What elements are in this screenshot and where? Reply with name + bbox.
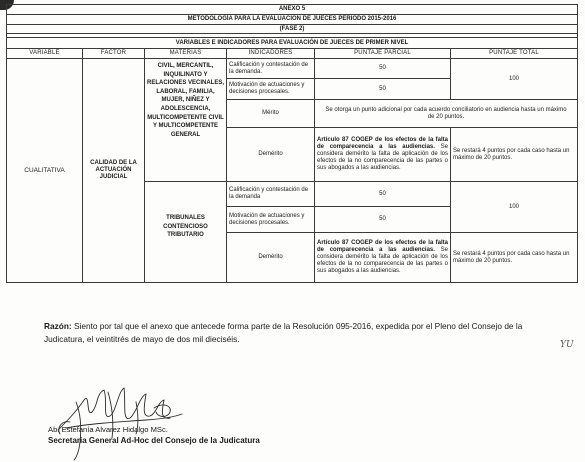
- handwritten-initials: YU: [560, 340, 574, 350]
- indicator-cell: Motivación de actuaciones y decisiones procesales.: [227, 207, 315, 233]
- razon-paragraph: [44, 320, 564, 345]
- signer-name: Ab. Estefanía Alvarez Hidalgo MSc.: [48, 425, 168, 434]
- handwritten-signature: [46, 372, 206, 462]
- partial-score-cell: 50: [315, 207, 451, 233]
- column-header-factor: FACTOR: [83, 49, 145, 59]
- column-header-materias: MATERIAS: [145, 49, 227, 59]
- partial-score-cell: 50: [315, 79, 451, 100]
- merit-indicator-cell: Mérito: [227, 100, 315, 128]
- materias-cell-2: TRIBUNALES CONTENCIOSO TRIBUTARIO: [145, 182, 227, 283]
- column-header-puntaje-total: PUNTAJE TOTAL: [451, 49, 578, 59]
- variable-cell: CUALITATIVA: [7, 59, 83, 283]
- demerit-penalty-cell: Se restará 4 puntos por cada caso hasta un máximo de 20 puntos.: [451, 128, 578, 182]
- column-header-puntaje-parcial: PUNTAJE PARCIAL: [315, 49, 451, 59]
- demerit-rule-title: Artículo 87 COGEP de los efectos de la falta de comparecencia a las audiencias.: [317, 137, 448, 150]
- indicator-cell: Calificación y contestación de la demanda: [227, 182, 315, 207]
- demerit-rule-cell: [315, 233, 451, 283]
- indicator-cell: Motivación de actuaciones y decisiones procesales.: [227, 79, 315, 100]
- razon-label: Razón:: [44, 321, 72, 331]
- merit-text-cell: Se otorga un punto adicional por cada acuerdo conciliatorio en audiencia hasta un máximo de 20 puntos.: [315, 100, 578, 128]
- demerit-indicator-cell: Demérito: [227, 233, 315, 283]
- indicator-cell: Calificación y contestación de la demanda.: [227, 59, 315, 79]
- annex-document: [6, 4, 577, 283]
- materias-cell-1: CIVIL, MERCANTIL, INQUILINATO Y RELACIONES VECINALES, LABORAL, FAMILIA, MUJER, NIÑEZ Y ADOLESCENCIA, MULTICOMPETENTE CIVIL Y MULTICOMPETENTE GENERAL: [145, 59, 227, 182]
- demerit-rule-text: Se considera demérito la falta de aplicación de los efectos de la no comparecencia de las partes o sus abogados a las audiencias.: [317, 247, 448, 274]
- document-title: METODOLOGÍA PARA LA EVALUACIÓN DE JUECES PERIODO 2015-2016: [7, 15, 578, 25]
- table-row: [7, 59, 578, 79]
- annex-label: ANEXO 5: [7, 5, 578, 15]
- evaluation-table: [6, 4, 578, 283]
- demerit-rule-cell: [315, 128, 451, 182]
- total-score-cell: 100: [451, 182, 578, 233]
- column-header-row: [7, 49, 578, 59]
- column-header-variable: VARIABLE: [7, 49, 83, 59]
- signer-block: [48, 424, 260, 446]
- demerit-rule-title: Artículo 87 COGEP de los efectos de la falta de comparecencia a las audiencias.: [317, 240, 448, 253]
- total-score-cell: 100: [451, 59, 578, 100]
- signer-role: Secretaria General Ad-Hoc del Consejo de la Judicatura: [48, 436, 260, 445]
- factor-cell: CALIDAD DE LA ACTUACIÓN JUDICIAL: [83, 59, 145, 283]
- partial-score-cell: 50: [315, 59, 451, 79]
- partial-score-cell: 50: [315, 182, 451, 207]
- demerit-rule-text: Se considera demérito la falta de aplicación de los efectos de la no comparecencia de las partes o sus abogados a las audiencias.: [317, 144, 448, 171]
- razon-text: Siento por tal que el anexo que antecede forma parte de la Resolución 095-2016, expedida por el Pleno del Consejo de la Judicatura, el veintitrés de mayo de dos mil dieciséis.: [44, 321, 523, 344]
- column-header-indicadores: INDICADORES: [227, 49, 315, 59]
- demerit-penalty-cell: Se restará 4 puntos por cada caso hasta un máximo de 20 puntos.: [451, 233, 578, 283]
- demerit-indicator-cell: Demérito: [227, 128, 315, 182]
- table-subtitle: VARIABLES E INDICADORES PARA EVALUACIÓN DE JUECES DE PRIMER NIVEL: [7, 38, 578, 49]
- phase-label: (FASE 2): [7, 25, 578, 34]
